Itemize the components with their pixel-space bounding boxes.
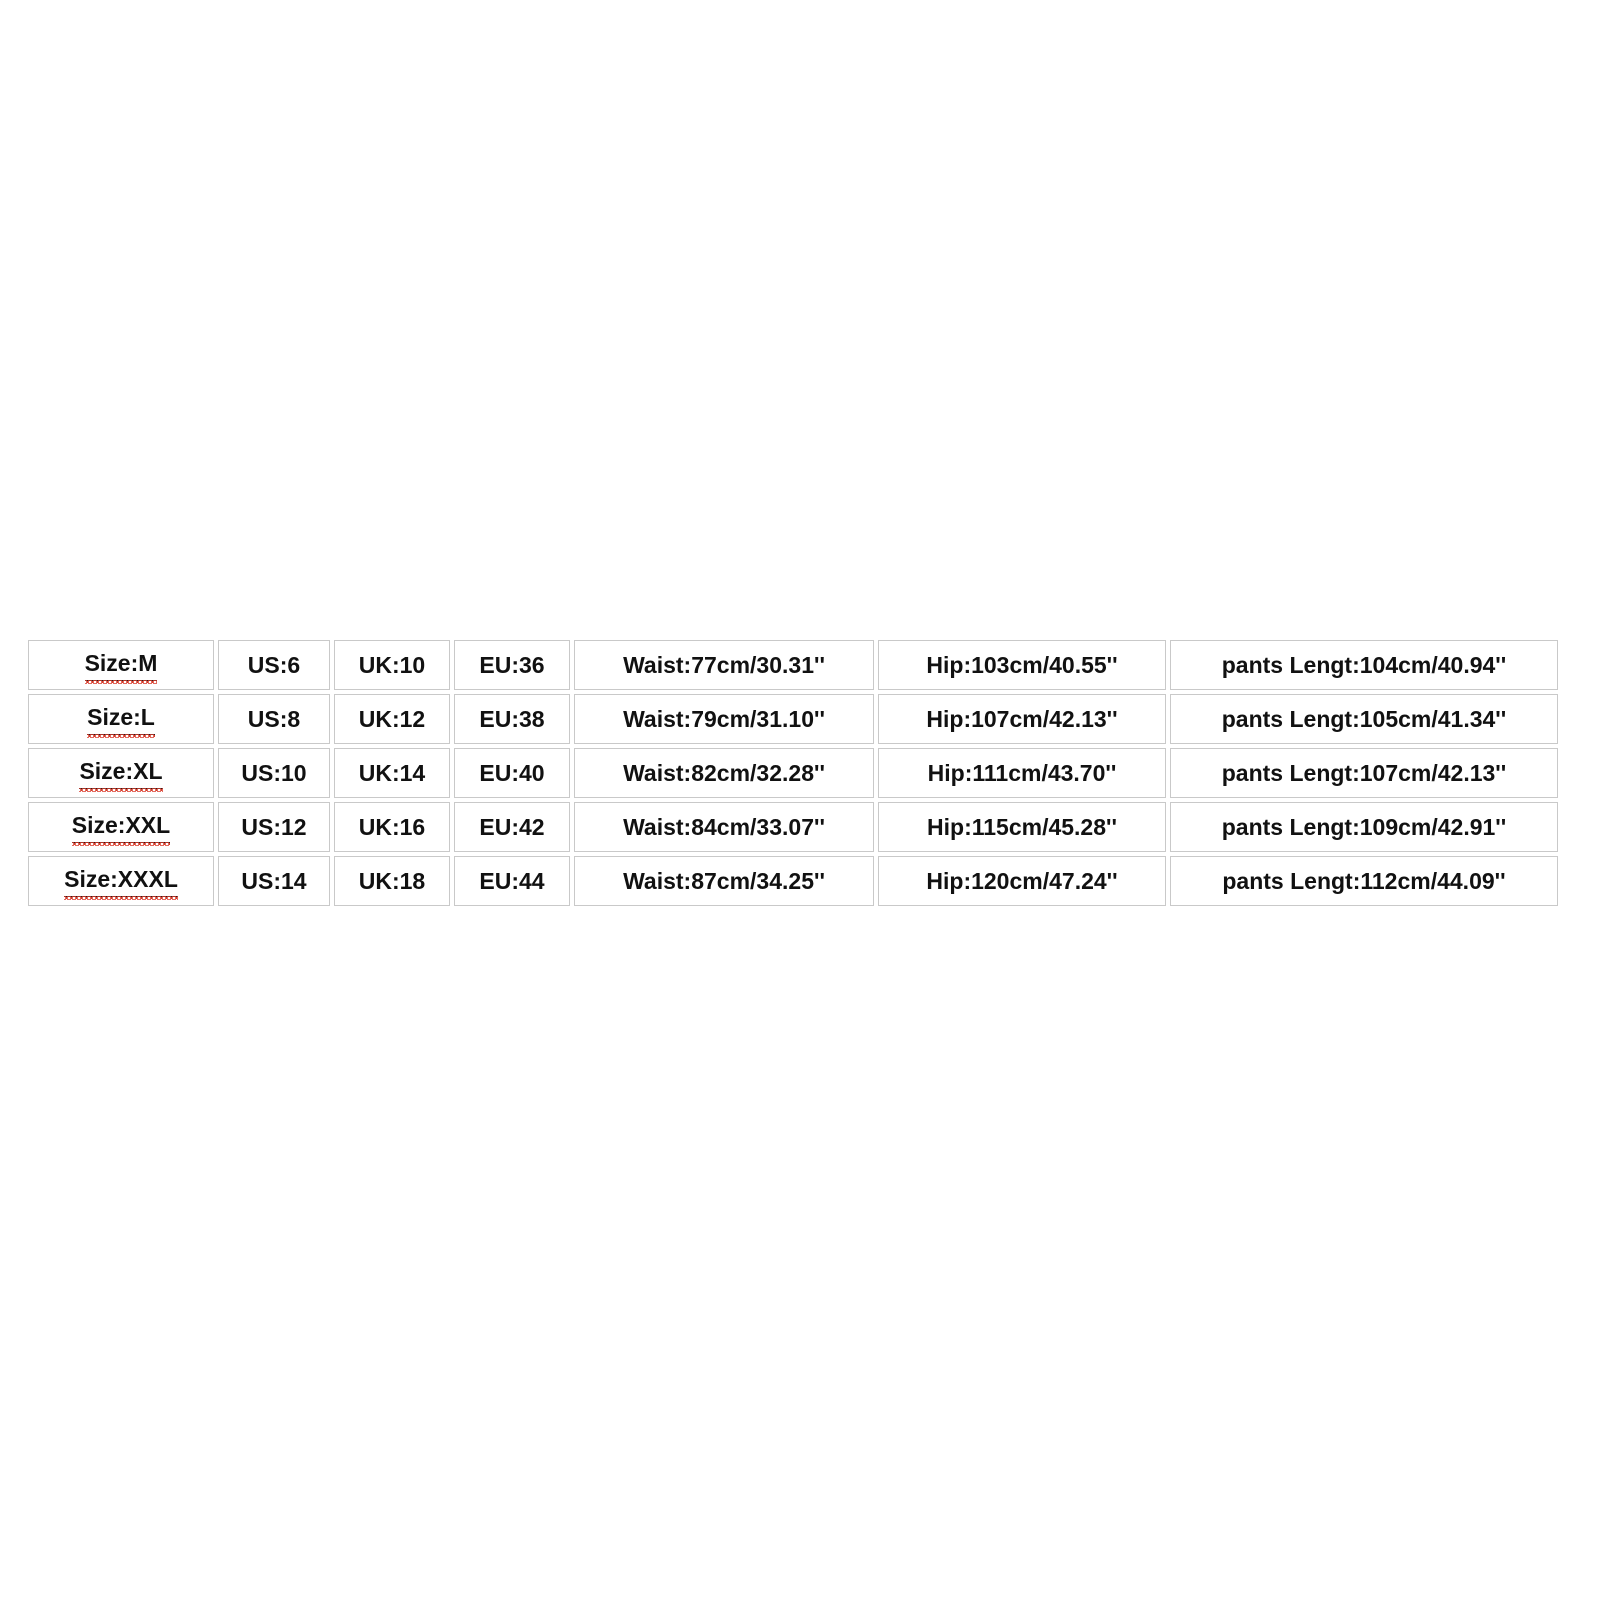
cell-size [28, 640, 214, 690]
cell-eu: EU:40 [454, 748, 570, 798]
cell-hip: Hip:120cm/47.24'' [878, 856, 1166, 906]
cell-eu: EU:42 [454, 802, 570, 852]
table-row [28, 640, 1558, 690]
cell-us: US:6 [218, 640, 330, 690]
cell-size [28, 694, 214, 744]
cell-pants-length: pants Lengt:104cm/40.94'' [1170, 640, 1558, 690]
cell-uk: UK:18 [334, 856, 450, 906]
cell-eu: EU:44 [454, 856, 570, 906]
cell-pants-length: pants Lengt:112cm/44.09'' [1170, 856, 1558, 906]
table-row [28, 856, 1558, 906]
cell-pants-length: pants Lengt:105cm/41.34'' [1170, 694, 1558, 744]
size-label: Size:M [85, 650, 158, 681]
cell-uk: UK:12 [334, 694, 450, 744]
cell-uk: UK:10 [334, 640, 450, 690]
size-label: Size:L [87, 704, 155, 735]
cell-hip: Hip:107cm/42.13'' [878, 694, 1166, 744]
table-row [28, 694, 1558, 744]
cell-eu: EU:36 [454, 640, 570, 690]
cell-waist: Waist:84cm/33.07'' [574, 802, 874, 852]
cell-us: US:14 [218, 856, 330, 906]
cell-us: US:10 [218, 748, 330, 798]
cell-uk: UK:16 [334, 802, 450, 852]
cell-size [28, 748, 214, 798]
cell-waist: Waist:79cm/31.10'' [574, 694, 874, 744]
cell-waist: Waist:87cm/34.25'' [574, 856, 874, 906]
table-row [28, 802, 1558, 852]
table-row [28, 748, 1558, 798]
size-label: Size:XL [79, 758, 162, 789]
cell-hip: Hip:111cm/43.70'' [878, 748, 1166, 798]
cell-us: US:8 [218, 694, 330, 744]
size-chart-table [24, 636, 1562, 910]
cell-hip: Hip:103cm/40.55'' [878, 640, 1166, 690]
cell-waist: Waist:82cm/32.28'' [574, 748, 874, 798]
size-label: Size:XXXL [64, 866, 178, 897]
cell-hip: Hip:115cm/45.28'' [878, 802, 1166, 852]
cell-size [28, 802, 214, 852]
size-label: Size:XXL [72, 812, 170, 843]
cell-pants-length: pants Lengt:107cm/42.13'' [1170, 748, 1558, 798]
cell-eu: EU:38 [454, 694, 570, 744]
cell-waist: Waist:77cm/30.31'' [574, 640, 874, 690]
cell-pants-length: pants Lengt:109cm/42.91'' [1170, 802, 1558, 852]
cell-uk: UK:14 [334, 748, 450, 798]
cell-size [28, 856, 214, 906]
cell-us: US:12 [218, 802, 330, 852]
size-chart-body [28, 640, 1558, 906]
size-chart [24, 636, 1507, 910]
